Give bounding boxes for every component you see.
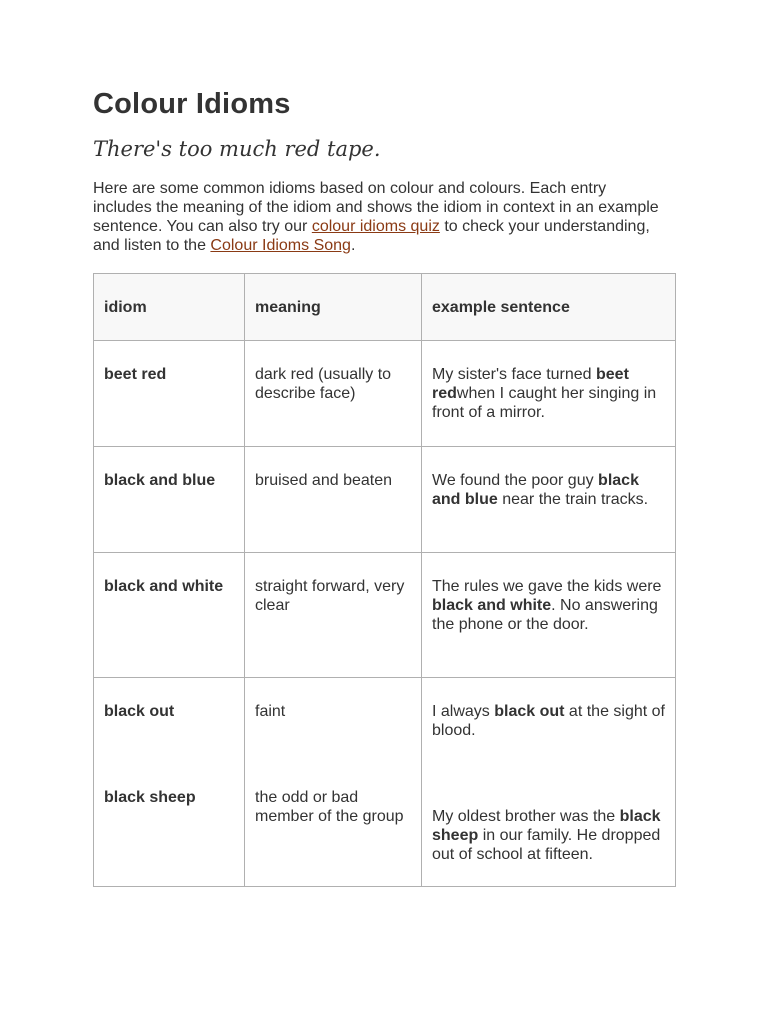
example-sentence	[432, 807, 665, 864]
example-text: I always	[432, 703, 495, 720]
example-text: My sister's face turned	[432, 366, 596, 383]
meaning-cell	[245, 678, 422, 887]
example-sentence	[432, 702, 665, 740]
idioms-table	[93, 273, 676, 887]
meaning-cell: dark red (usually to describe face)	[245, 341, 422, 447]
header-meaning: meaning	[245, 274, 422, 341]
intro-text-1: Here are some common idioms based on colour and colours. Each entry includes the meaning of the idiom and shows the idiom in context in an example sentence. You can also try our	[93, 180, 659, 235]
meaning-cell: straight forward, very clear	[245, 553, 422, 678]
idiom-cell	[94, 678, 245, 887]
example-cell	[422, 447, 676, 553]
example-cell	[422, 553, 676, 678]
example-text: when I caught her singing in front of a mirror.	[432, 385, 657, 421]
colour-idioms-quiz-link[interactable]: colour idioms quiz	[311, 218, 440, 235]
table-header-row	[94, 274, 676, 341]
table-row	[94, 553, 676, 678]
example-text: The rules we gave the kids were	[432, 578, 662, 595]
table-row	[94, 341, 676, 447]
idiom-cell: black and blue	[94, 447, 245, 553]
idiom-label: black sheep	[104, 789, 196, 806]
example-idiom: beet red	[432, 366, 629, 402]
subtitle: There's too much red tape.	[93, 137, 381, 161]
intro-text-2: to check your understanding, and listen to the	[93, 218, 650, 254]
meaning-text: faint	[255, 703, 286, 720]
header-idiom: idiom	[94, 274, 245, 341]
example-text: in our family. He dropped out of school at fifteen.	[432, 827, 661, 863]
example-text: at the sight of blood.	[432, 703, 665, 739]
example-text: My oldest brother was the	[432, 808, 620, 825]
idiom-label: black out	[104, 703, 175, 720]
idiom-cell: beet red	[94, 341, 245, 447]
article	[93, 86, 675, 255]
example-idiom: black and blue	[432, 472, 639, 508]
example-idiom: black out	[494, 703, 565, 720]
table-row	[94, 678, 676, 887]
example-cell	[422, 341, 676, 447]
example-text: near the train tracks.	[497, 491, 649, 508]
table-row	[94, 447, 676, 553]
intro-text-3: .	[350, 237, 356, 254]
intro-paragraph	[93, 179, 668, 255]
example-text: We found the poor guy	[432, 472, 599, 489]
example-text: . No answering the phone or the door.	[432, 597, 658, 633]
example-idiom: black and white	[432, 597, 552, 614]
meaning-text: the odd or bad member of the group	[255, 789, 404, 825]
example-idiom: black sheep	[432, 808, 661, 844]
meaning-cell: bruised and beaten	[245, 447, 422, 553]
page-title: Colour Idioms	[93, 88, 291, 120]
idiom-cell: black and white	[94, 553, 245, 678]
header-example-sentence: example sentence	[422, 274, 676, 341]
example-cell	[422, 678, 676, 887]
colour-idioms-song-link[interactable]: Colour Idioms Song	[210, 237, 351, 254]
